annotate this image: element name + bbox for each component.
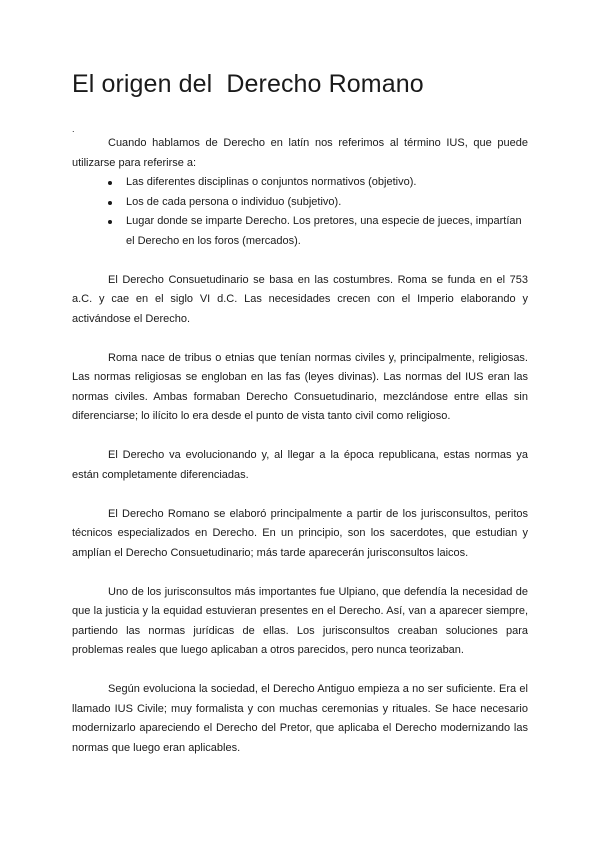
- stray-mark: .: [72, 124, 75, 134]
- paragraph: El Derecho Romano se elaboró principalmente a partir de los jurisconsultos, peritos técnicos especializados en Derecho. En un principio, son los sacerdotes, que estudian y amplían el Derecho Consuetudinario; más tarde aparecerán jurisconsultos laicos.: [72, 507, 528, 559]
- paragraph: El Derecho va evolucionando y, al llegar a la época republicana, estas normas ya están completamente diferenciadas.: [72, 449, 528, 481]
- list-item: Lugar donde se imparte Derecho. Los pretores, una especie de jueces, impartían el Derecho en los foros (mercados).: [126, 212, 528, 251]
- list-item: Los de cada persona o individuo (subjetivo).: [126, 193, 528, 213]
- page-title: El origen del Derecho Romano: [72, 70, 424, 98]
- intro-paragraph: Cuando hablamos de Derecho en latín nos referimos al término IUS, que puede utilizarse para referirse a:: [72, 137, 528, 169]
- paragraph: Roma nace de tribus o etnias que tenían normas civiles y, principalmente, religiosas. Las normas religiosas se engloban en las fas (leyes divinas). Las normas del IUS eran las normas civiles. Ambas formaban Derecho Consuetudinario, mezclándose entre ellas sin diferenciarse; lo ilícito lo era desde el punto de vista tanto civil como religioso.: [72, 351, 528, 422]
- paragraph: El Derecho Consuetudinario se basa en las costumbres. Roma se funda en el 753 a.C. y cae en el siglo VI d.C. Las necesidades crecen con el Imperio elaborando y activándose el Derecho.: [72, 273, 528, 325]
- document-body: [72, 134, 528, 758]
- paragraph: Uno de los jurisconsultos más importantes fue Ulpiano, que defendía la necesidad de que la justicia y la equidad estuvieran presentes en el Derecho. Así, van a aparecer siempre, partiendo las normas jurídicas de ellas. Los jurisconsultos creaban soluciones para problemas reales que luego aplicaban a otros parecidos, pero nunca teorizaban.: [72, 585, 528, 656]
- list-item: Las diferentes disciplinas o conjuntos normativos (objetivo).: [126, 173, 528, 193]
- paragraph: Según evoluciona la sociedad, el Derecho Antiguo empieza a no ser suficiente. Era el llamado IUS Civile; muy formalista y con muchas ceremonias y rituales. Se hace necesario modernizarlo apareciendo el Derecho del Pretor, que aplicaba el Derecho modernizando las normas que luego eran aplicables.: [72, 683, 528, 754]
- bullet-list: [72, 173, 528, 251]
